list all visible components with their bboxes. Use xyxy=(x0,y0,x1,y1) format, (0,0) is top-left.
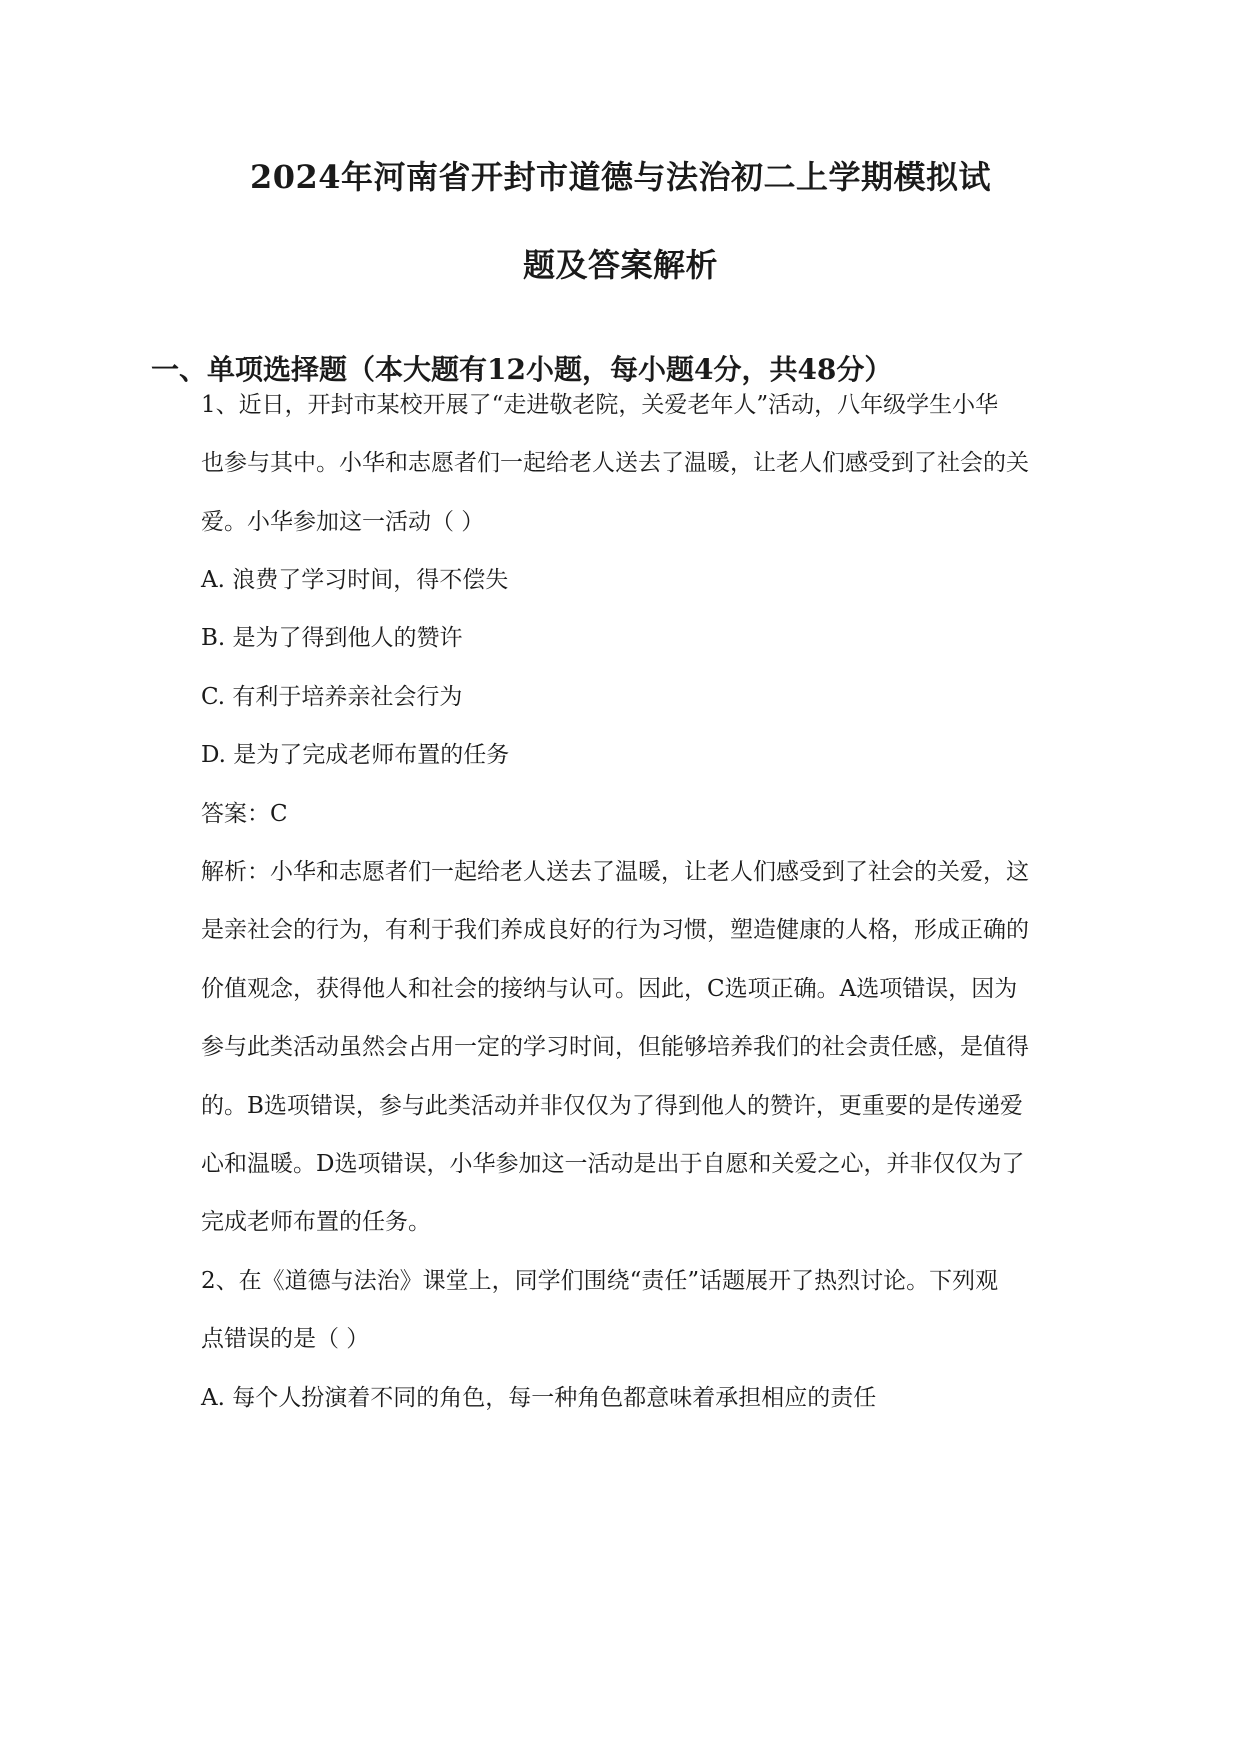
q1-stem-line-3: 爱。小华参加这一活动（ ） xyxy=(201,509,485,535)
q1-analysis-line-5: 的。B选项错误，参与此类活动并非仅仅为了得到他人的赞许，更重要的是传递爱 xyxy=(201,1093,1023,1119)
q1-analysis-line-6: 心和温暖。D选项错误，小华参加这一活动是出于自愿和关爱之心，并非仅仅为了 xyxy=(201,1151,1025,1177)
q1-option-b: B. 是为了得到他人的赞许 xyxy=(201,625,463,651)
q1-stem-line-1: 1、近日，开封市某校开展了“走进敬老院，关爱老年人”活动，八年级学生小华 xyxy=(201,392,999,418)
section-heading-single-choice: 一、单项选择题（本大题有12小题，每小题4分，共48分） xyxy=(151,353,893,386)
q1-analysis-line-4: 参与此类活动虽然会占用一定的学习时间，但能够培养我们的社会责任感，是值得 xyxy=(201,1034,1029,1060)
document-title-line-1: 2024年河南省开封市道德与法治初二上学期模拟试 xyxy=(249,158,992,196)
q2-stem-line-2: 点错误的是（ ） xyxy=(201,1326,370,1352)
q2-stem-line-1: 2、在《道德与法治》课堂上，同学们围绕“责任”话题展开了热烈讨论。下列观 xyxy=(201,1268,999,1294)
q1-option-c: C. 有利于培养亲社会行为 xyxy=(201,684,463,710)
q1-analysis-line-7: 完成老师布置的任务。 xyxy=(201,1209,431,1235)
document-title-line-2: 题及答案解析 xyxy=(522,246,718,284)
q1-option-a: A. 浪费了学习时间，得不偿失 xyxy=(201,567,509,593)
q1-analysis-line-2: 是亲社会的行为，有利于我们养成良好的行为习惯，塑造健康的人格，形成正确的 xyxy=(201,917,1029,943)
q2-option-a: A. 每个人扮演着不同的角色，每一种角色都意味着承担相应的责任 xyxy=(201,1385,877,1411)
q1-analysis-line-1: 解析：小华和志愿者们一起给老人送去了温暖，让老人们感受到了社会的关爱，这 xyxy=(201,859,1029,885)
q1-analysis-line-3: 价值观念，获得他人和社会的接纳与认可。因此，C选项正确。A选项错误，因为 xyxy=(201,976,1018,1002)
q1-answer: 答案：C xyxy=(201,801,288,827)
q1-stem-line-2: 也参与其中。小华和志愿者们一起给老人送去了温暖，让老人们感受到了社会的关 xyxy=(201,450,1029,476)
q1-option-d: D. 是为了完成老师布置的任务 xyxy=(201,742,510,768)
